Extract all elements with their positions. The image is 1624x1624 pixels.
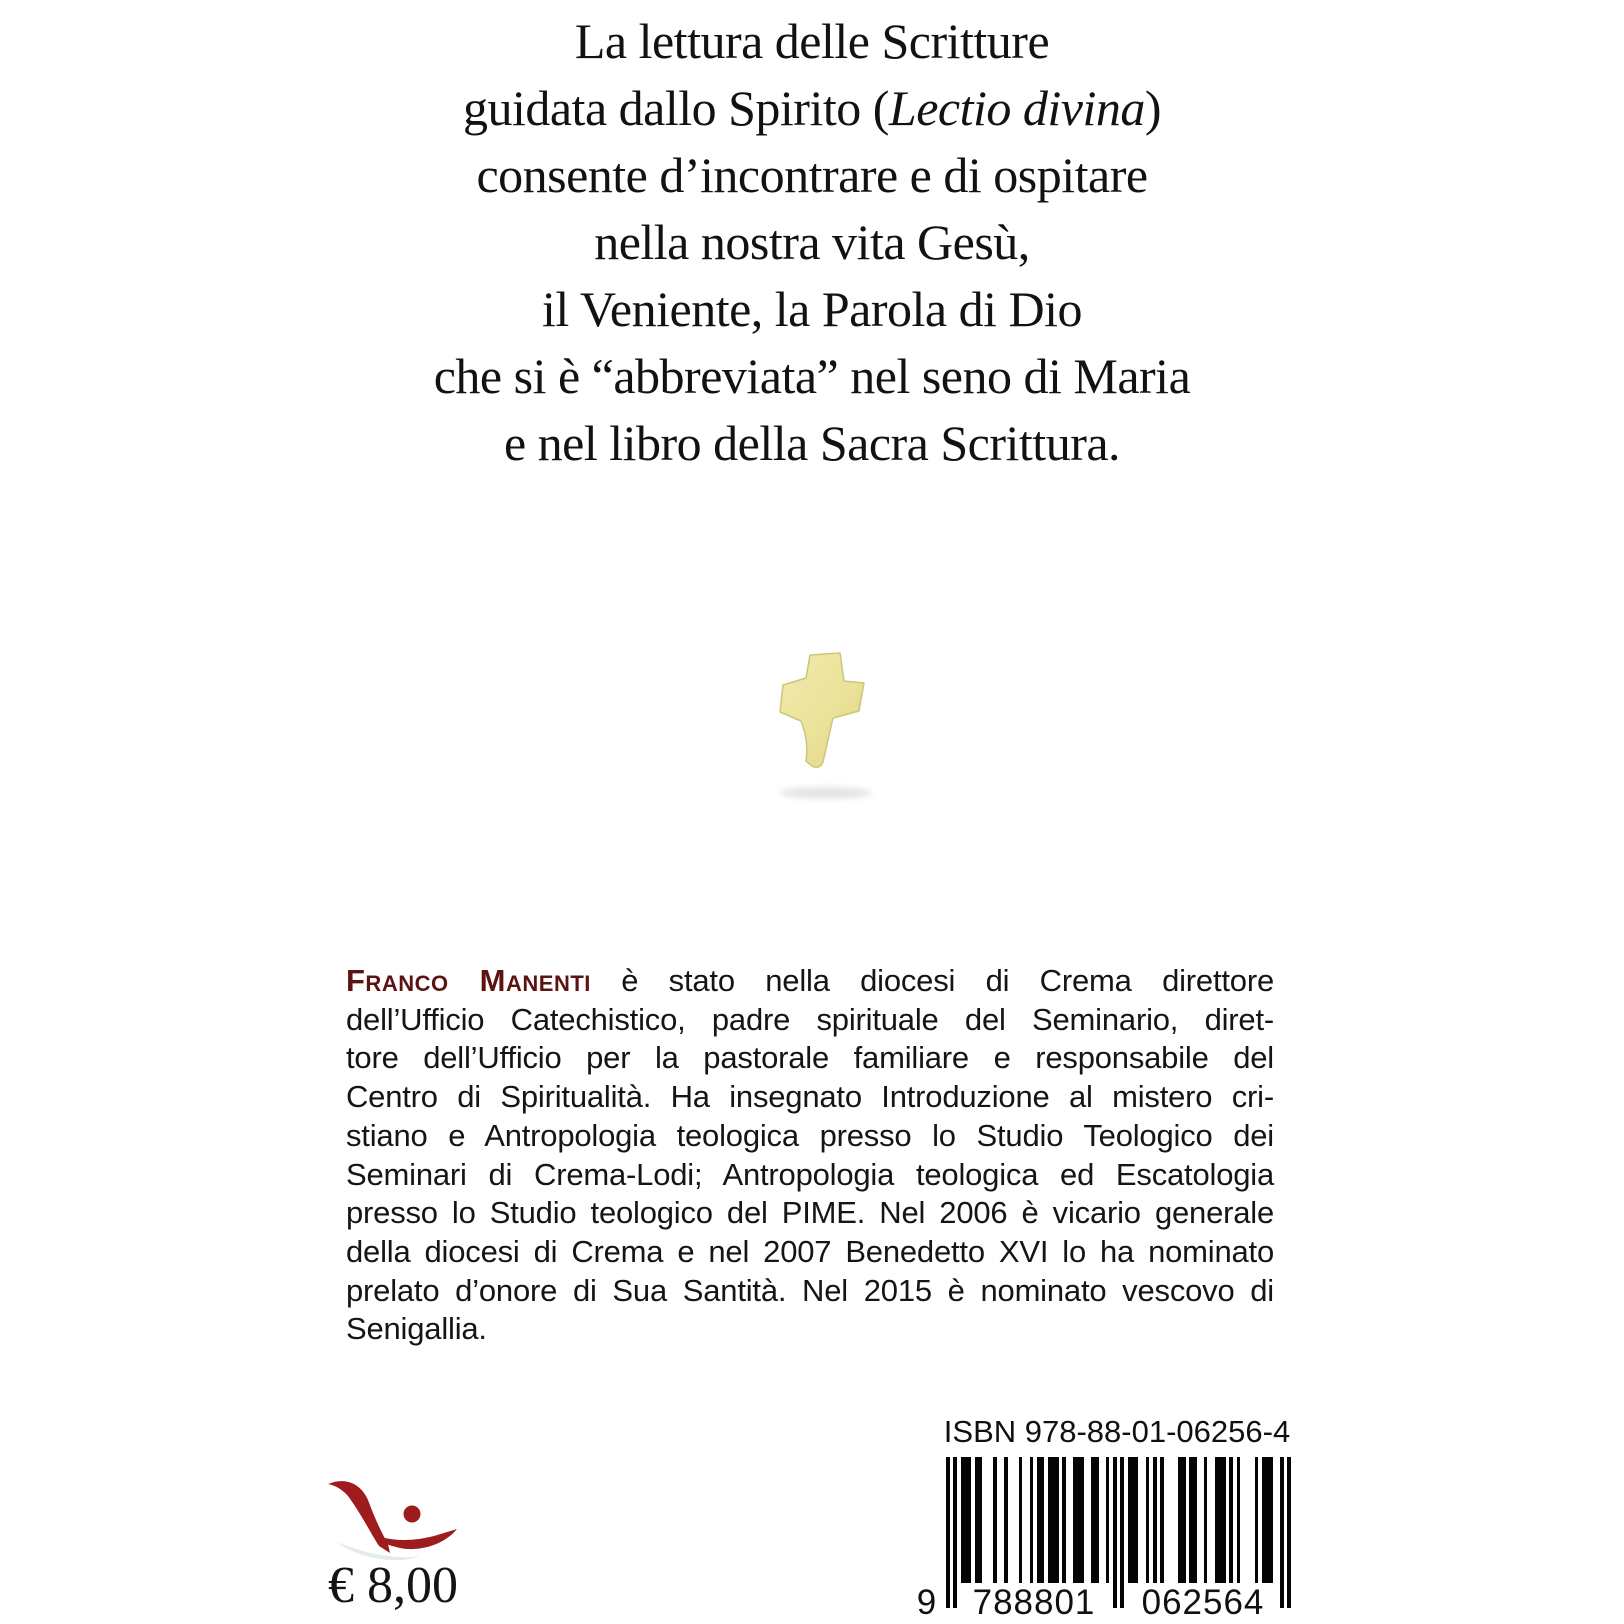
barcode-bar — [1073, 1457, 1084, 1583]
barcode-bar — [1262, 1457, 1273, 1583]
barcode-bar — [1255, 1457, 1259, 1583]
logo-wing-left — [328, 1481, 390, 1553]
cross-icon — [768, 643, 890, 807]
bio-paragraph — [346, 962, 1274, 1349]
barcode-bar — [1229, 1457, 1233, 1583]
bio-line: stiano e Antropologia teologica presso lo Studio Teologico dei — [346, 1117, 1274, 1153]
barcode-bar — [1037, 1457, 1044, 1583]
barcode-bar — [961, 1457, 972, 1583]
bio-line: Seminari di Crema-Lodi; Antropologia teologica ed Escatologia — [346, 1156, 1274, 1192]
bio-line: dell’Ufficio Catechistico, padre spirituale del Seminario, diret- — [346, 1001, 1274, 1037]
barcode-bar — [1019, 1457, 1023, 1583]
barcode-bar — [1215, 1457, 1226, 1583]
bio-line: Franco Manenti è stato nella diocesi di Crema direttore — [346, 963, 1274, 998]
bio-line: della diocesi di Crema e nel 2007 Benedetto XVI lo ha nominato — [346, 1233, 1274, 1269]
barcode-bar — [1048, 1457, 1059, 1583]
quote-line: consente d’incontrare e di ospitare — [476, 147, 1148, 203]
quote-line: guidata dallo Spirito (Lectio divina) — [462, 80, 1162, 136]
bio-line: Centro di Spiritualità. Ha insegnato Introduzione al mistero cri- — [346, 1079, 1274, 1115]
bio-line: tore dell’Ufficio per la pastorale familiare e responsabile del — [346, 1040, 1274, 1076]
barcode-bar — [1146, 1457, 1150, 1583]
logo-head-dot — [404, 1506, 421, 1523]
barcode-bar — [1091, 1457, 1098, 1583]
barcode-bar — [1106, 1457, 1110, 1583]
barcode-bar — [1030, 1457, 1034, 1583]
barcode-bar — [1128, 1457, 1139, 1583]
quote-line: La lettura delle Scritture — [574, 13, 1050, 69]
author-name: Franco Manenti — [346, 963, 591, 998]
barcode-digits-right: 062564 — [1141, 1583, 1265, 1622]
barcode-bar — [1204, 1457, 1208, 1583]
cross-shape — [780, 653, 864, 767]
bio-line: presso lo Studio teologico del PIME. Nel 2006 è vicario generale — [346, 1195, 1274, 1231]
quote-block — [0, 8, 1624, 477]
quote-line: e nel libro della Sacra Scrittura. — [503, 415, 1121, 471]
bio-line: Senigallia. — [346, 1311, 487, 1347]
bio-line: prelato d’onore di Sua Santità. Nel 2015 è nominato vescovo di — [346, 1272, 1274, 1308]
bird-logo-icon — [318, 1472, 468, 1566]
isbn-label: ISBN 978-88-01-06256-4 — [943, 1414, 1291, 1449]
barcode-bar — [1189, 1457, 1196, 1583]
barcode-bar — [1153, 1457, 1157, 1583]
barcode-digits — [900, 1583, 1310, 1624]
publisher-logo — [318, 1472, 468, 1566]
barcode-bar — [1160, 1457, 1164, 1583]
price-label: € 8,00 — [328, 1557, 458, 1614]
barcode-digit-first: 9 — [916, 1583, 938, 1622]
gold-cross-graphic — [768, 643, 890, 807]
quote-line: nella nostra vita Gesù, — [594, 214, 1030, 270]
barcode-bar — [1178, 1457, 1185, 1583]
barcode-bar — [975, 1457, 982, 1583]
barcode-bar — [1062, 1457, 1066, 1583]
barcode-bar — [1004, 1457, 1008, 1583]
quote-line: che si è “abbreviata” nel seno di Maria — [433, 348, 1191, 404]
barcode-bar — [1237, 1457, 1241, 1583]
barcode-digits-left: 788801 — [972, 1583, 1096, 1622]
quote-line: il Veniente, la Parola di Dio — [541, 281, 1083, 337]
cross-shadow — [780, 787, 872, 799]
barcode-bar — [993, 1457, 997, 1583]
